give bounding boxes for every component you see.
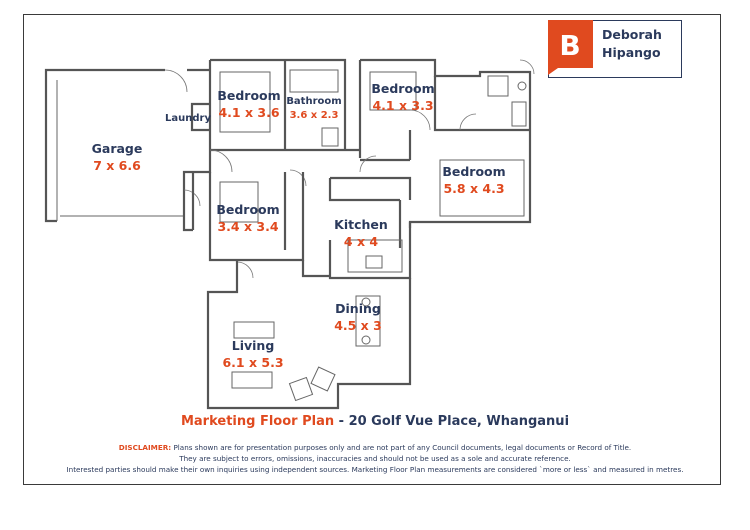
disclaimer-line-2: They are subject to errors, omissions, inaccuracies and should not be used as a sole and accurate reference. [179,454,571,463]
agent-last-name: Hipango [602,45,661,60]
bedroom4-name: Bedroom [216,202,280,217]
plan-title [0,414,750,429]
living-walls [208,260,410,408]
kitchen-name: Kitchen [334,217,388,232]
garage-name: Garage [91,141,143,156]
agent-first-name: Deborah [602,27,662,42]
bedroom4-dims: 3.4 x 3.4 [217,219,279,234]
plan-title-separator: - [334,414,349,429]
living-name: Living [231,338,275,353]
disclaimer-label: DISCLAIMER: [118,443,172,452]
disclaimer-text-1: Plans shown are for presentation purposes only and are not part of any Council documents, legal documents or Record of Title. [173,443,632,452]
bedroom3-dims: 5.8 x 4.3 [443,181,505,196]
laundry-name: Laundry [165,113,211,124]
bathroom-name: Bathroom [286,96,342,107]
bedroom1-dims: 4.1 x 3.6 [218,105,280,120]
bedroom2-name: Bedroom [371,81,435,96]
logo-letter: B [559,29,581,62]
bedroom3-name: Bedroom [442,164,506,179]
disclaimer-line-1 [0,443,750,452]
kitchen-dims: 4 x 4 [343,234,379,249]
bedroom1-name: Bedroom [217,88,281,103]
bathroom-dims: 3.6 x 2.3 [289,110,339,121]
plan-title-address: 20 Golf Vue Place, Whanganui [348,414,570,429]
brand-logo-icon [548,20,593,75]
plan-title-prefix: Marketing Floor Plan [180,414,335,429]
garage-dims: 7 x 6.6 [93,158,141,173]
dining-dims: 4.5 x 3 [334,318,382,333]
bedroom2-dims: 4.1 x 3.3 [372,98,434,113]
disclaimer-line-3: Interested parties should make their own inquiries using independent sources. Marketing Floor Plan measurements are considered `more or less` and measured in metres. [66,465,684,474]
living-dims: 6.1 x 5.3 [222,355,284,370]
dining-name: Dining [335,301,381,316]
